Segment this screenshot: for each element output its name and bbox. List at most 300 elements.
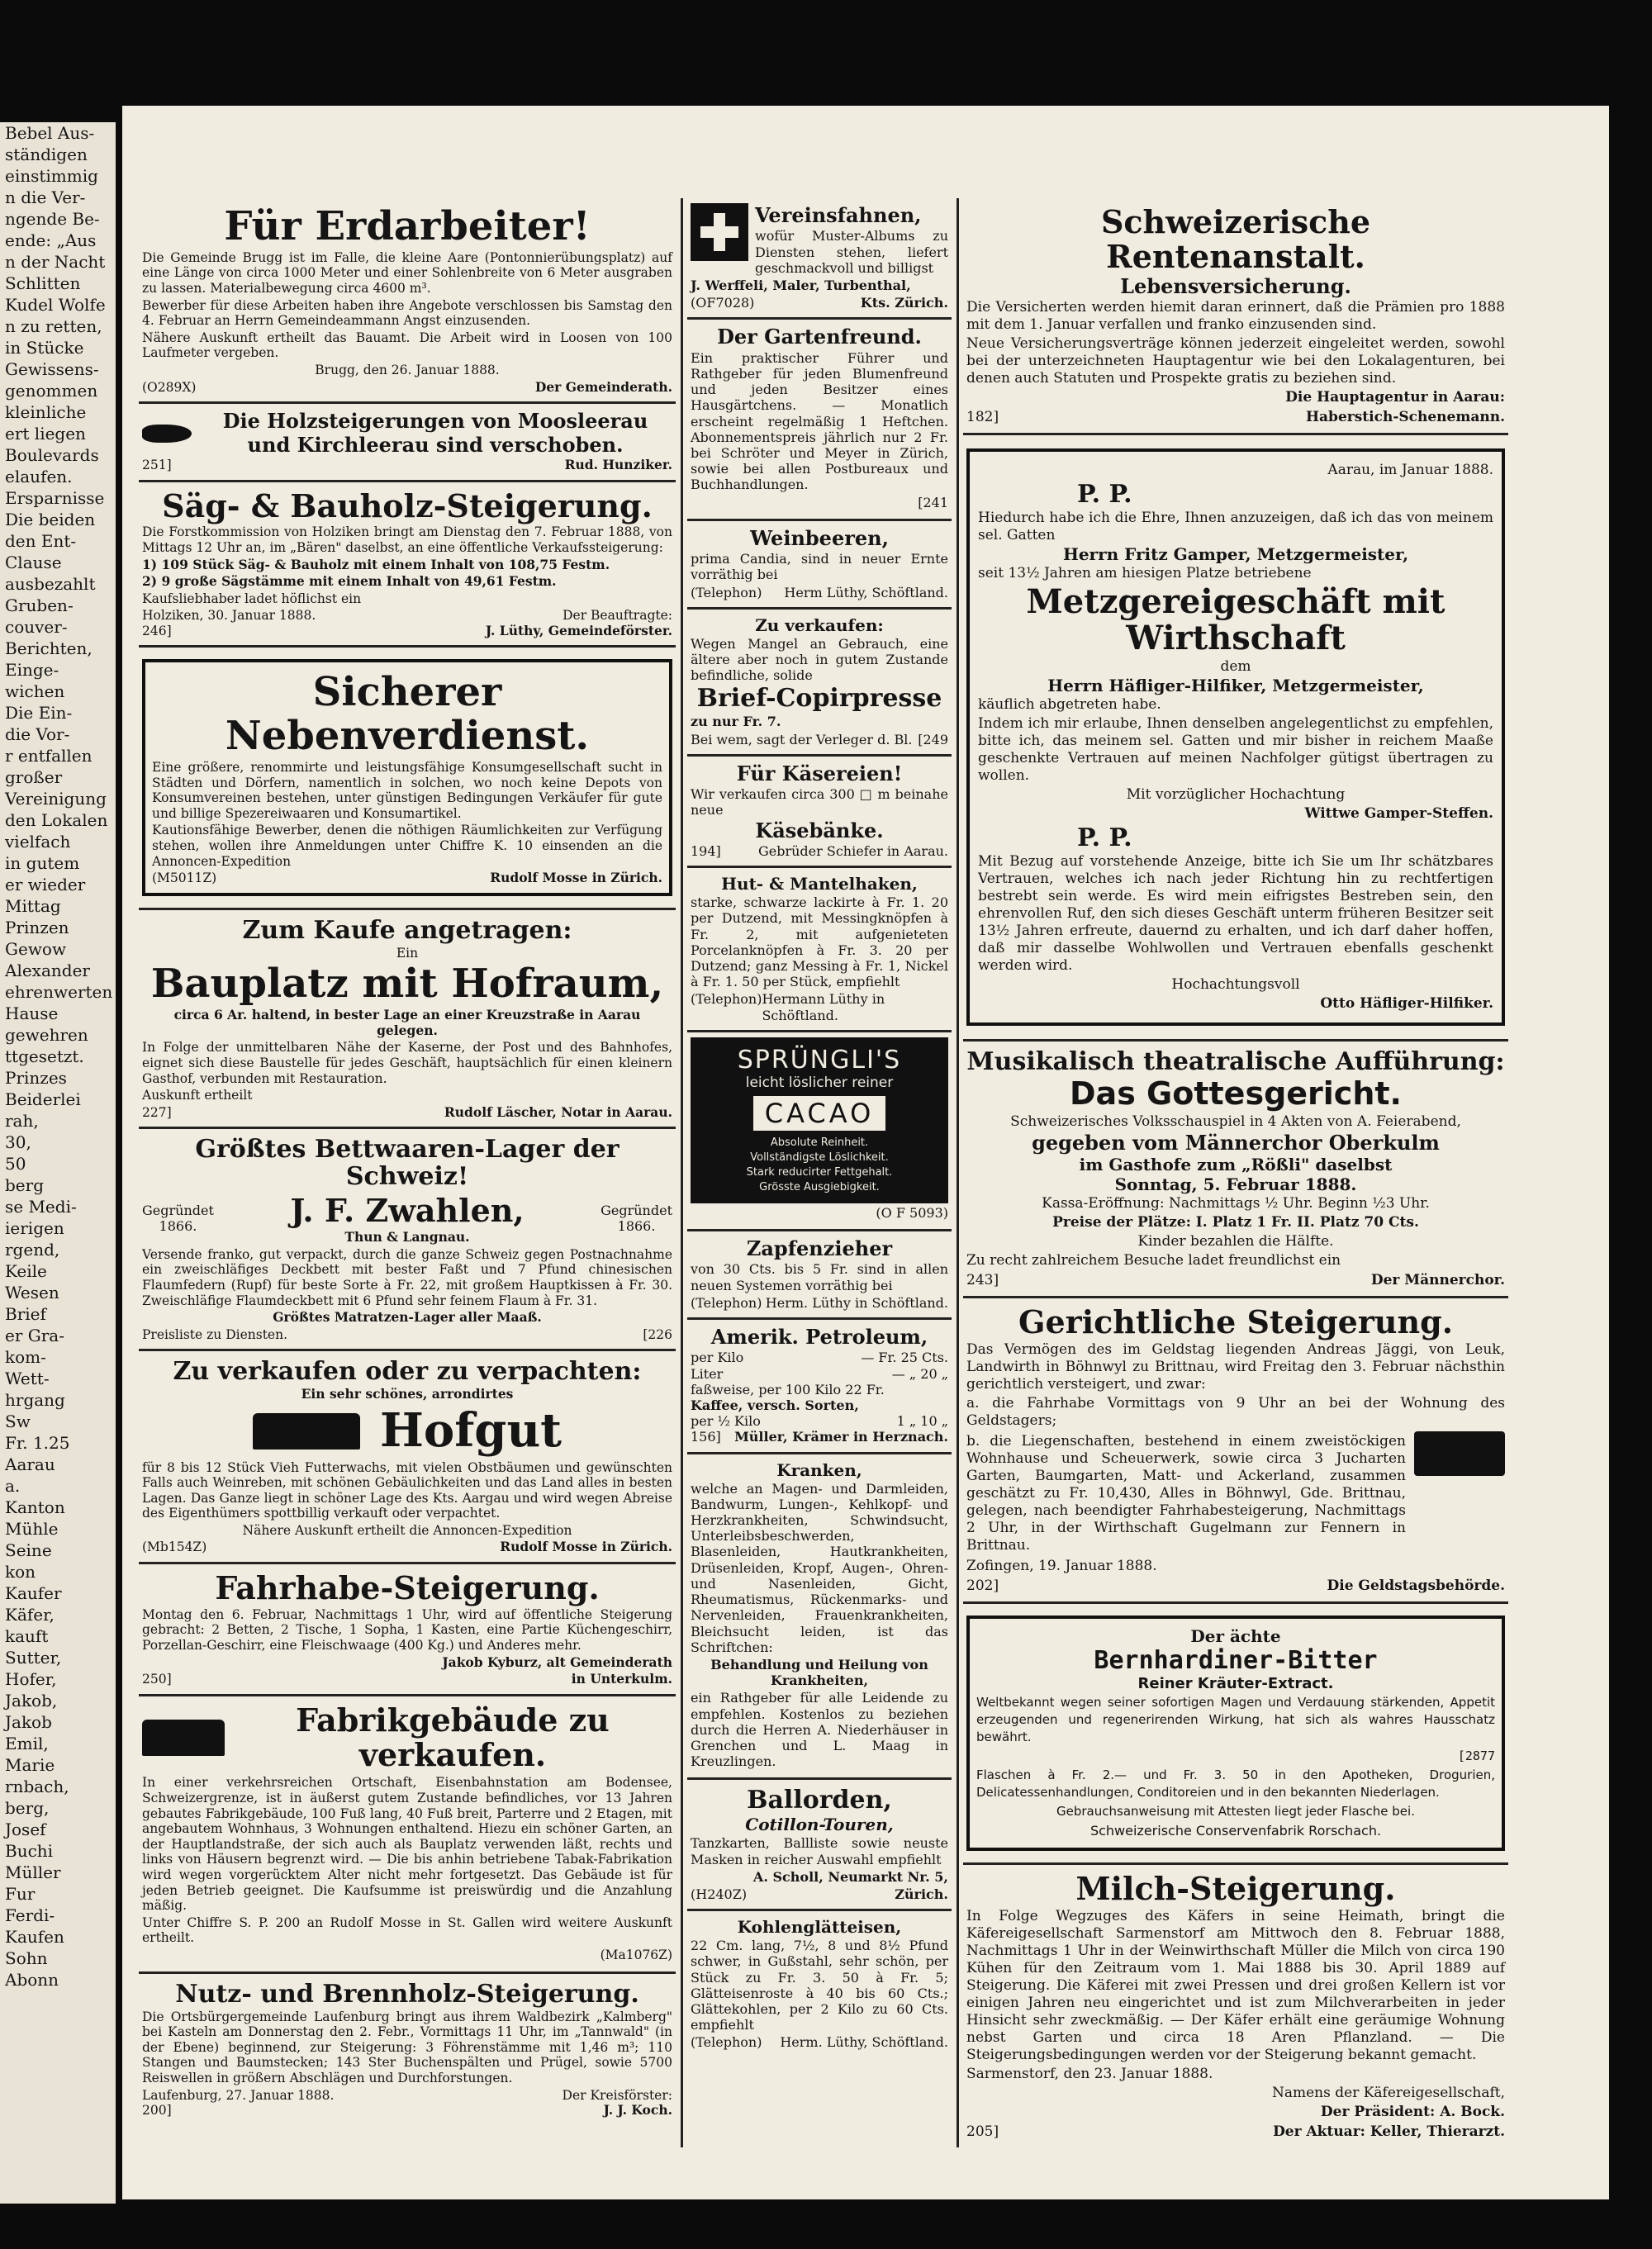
gutter-line: Sutter, [5,1648,62,1668]
gutter-line: Gewow [5,939,67,959]
ad-sub: Ein sehr schönes, arrondirtes [301,1386,514,1402]
ad-body: Eine größere, renommirte und leistungsfähige Konsumgesellschaft sucht in Städten und Dörfern, namentlich in solchen, wo noch keine Depots von Konsumvereinen bestehen, unter günstigen Bedingungen Verkäufer für gute und billige Spezereiwaaren und Konsumartikel. [152,760,662,821]
ad-date: Sarmenstorf, den 23. Januar 1888. [966,2065,1213,2082]
ad-line: und Kirchleerau sind verschoben. [247,432,624,457]
gutter-line: Gewissens- [5,359,99,379]
column-rule [681,198,683,2147]
ad-signature: Rudolf Läscher, Notar in Aarau. [444,1103,672,1120]
gutter-line: Jakob, [5,1691,58,1710]
ad-saeg-bauholz [139,482,676,648]
ad-role: Namens der Käfereigesellschaft, [1271,2084,1505,2101]
pointing-hand-icon [142,425,192,443]
gutter-line: n die Ver- [5,187,86,207]
ad-title: Kohlenglätteisen, [737,1917,902,1938]
price-label: faßweise, per 100 Kilo 22 Fr. [691,1381,885,1397]
ad-title: Amerik. Petroleum, [710,1325,928,1350]
ad-info: Kassa-Eröffnung: Nachmittags ½ Uhr. Beginn ½3 Uhr. [1042,1195,1430,1212]
gutter-line: Käfer, [5,1605,55,1625]
ad-role: Der Kreisförster: [562,2087,672,2103]
gutter-line: er wieder [5,875,86,894]
ad-signature: Hermann Lüthy in Schöftland. [762,991,885,1023]
ad-kohlenglaetteisen [687,1911,952,2057]
gutter-line: kauft [5,1626,49,1646]
gutter-line: Seine [5,1540,52,1560]
ad-petroleum [687,1320,952,1454]
ad-ein: Ein [396,945,419,961]
ad-code: (O289X) [142,379,197,395]
ad-title: Ballorden, [747,1786,892,1815]
ad-body: Die Forstkommission von Holziken bringt am Dienstag den 7. Februar 1888, von Mittags 12 Uhr an, im „Bären" daselbst, an eine öffentliche Verkaufssteigerung: [142,524,672,555]
ad-code: (Mb154Z) [142,1540,207,1555]
left-page-edge [0,122,116,2204]
ad-sub: Lebensversicherung. [1120,273,1351,298]
gutter-line: Kaufer [5,1583,62,1603]
ad-body: von 30 Cts. bis 5 Fr. sind in allen neuen Systemen vorräthig bei [691,1261,948,1293]
ad-signature: Schweizerische Conservenfabrik Rorschach. [1089,1822,1382,1839]
ad-body: für 8 bis 12 Stück Vieh Futterwachs, mit vielen Obstbäumen und gewünschten Falls auch Weinreben, mit schönen Gebäulichkeiten und das Land alles in besten Lagen. Das Ganze liegt in schöner Lage des Kts. Aargau und wird wegen Abreise des Eigenthümers spottbillig verkauft oder verpachtet. [142,1459,672,1521]
gutter-line: Die beiden [5,510,96,529]
ad-zapfenzieher [687,1231,952,1320]
ad-signature: Jakob Kyburz, alt Gemeinderath [442,1654,672,1670]
ad-date: Laufenburg, 27. Januar 1888. [142,2087,335,2103]
gutter-line: in gutem [5,853,80,873]
gutter-line: Clause [5,553,62,572]
ad-founded-year: 1866. [159,1217,197,1234]
ad-title: Für Käsereien! [736,761,903,785]
gutter-line: kon [5,1562,36,1582]
ad-fahrhabe [139,1564,676,1696]
ad-date: Sonntag, 5. Februar 1888. [1114,1174,1357,1195]
gutter-line: Buchi [5,1841,54,1861]
ad-title: Sicherer Nebenverdienst. [225,669,590,760]
ad-number: [226 [643,1326,672,1342]
ad-body: welche an Magen- und Darmleiden, Bandwurm, Lungen-, Kehlkopf- und Herzkrankheiten, Schwindsucht, Unterleibsbeschwerden, Blasenleiden, Hautkrankheiten, Drüsenleiden, Kropf, Augen-, Ohren- und Nasenleiden, Gicht, Rheumatismus, Rückenmarks- und Nervenleiden, Frauenkrankheiten, Bleichsucht leiden, ist das Schriftchen: [691,1480,948,1655]
ad-number: 182] [966,408,999,425]
ad-pre: Zum Kaufe angetragen: [242,915,572,945]
gutter-line: Emil, [5,1734,49,1753]
ad-number: 202] [966,1577,999,1594]
gutter-line: Wett- [5,1369,50,1388]
ad-signature: Rudolf Mosse in Zürich. [500,1539,672,1555]
ad-code: (O F 5093) [876,1204,948,1221]
ad-bettwaaren [139,1129,676,1351]
ad-title: Brief-Copirpresse [696,684,942,714]
gutter-line: Berichten, [5,638,93,658]
ad-sub: Cotillon-Touren, [745,1815,894,1835]
gutter-line: Mittag [5,896,61,916]
ad-body: Hiedurch habe ich die Ehre, Ihnen anzuzeigen, daß ich das von meinem sel. Gatten [978,509,1493,543]
ad-signature: Herm Lüthy, Schöftland. [784,584,948,600]
gutter-line: Prinzes [5,1068,67,1088]
ad-body: prima Candia, sind in neuer Ernte vorräthig bei [691,551,948,583]
ad-company: J. F. Zwahlen, [290,1192,525,1230]
gutter-line: ausbezahlt [5,574,96,594]
gutter-line: Keile [5,1261,47,1281]
ad-erdarbeiter [139,198,676,404]
ad-body: Gebrauchsanweisung mit Attesten liegt jeder Flasche bei. [1056,1803,1415,1819]
gutter-line: den Lokalen [5,810,108,830]
gutter-line: die Vor- [5,724,70,744]
gutter-line: Jakob [5,1712,52,1732]
gutter-line: se Medi- [5,1197,77,1217]
gutter-line: Gruben- [5,595,74,615]
ad-signature: Rud. Hunziker. [564,456,672,472]
ad-body: In Folge der unmittelbaren Nähe der Kaserne, der Post und des Bahnhofes, eignet sich diese Baustelle für jedes Geschäft, hauptsächlich für einen kleinern Gasthof, verbunden mit Restauration. [142,1040,672,1086]
ad-body: Versende franko, gut verpackt, durch die ganze Schweiz gegen Postnachnahme ein zweischläfiges Deckbett mit bester Faßt und 7 Pfund chinesischen Flaumfedern (Rupf) für beste Sorte à Fr. 22, mit großem Hauptkissen à Fr. 30. Zweischläfige Flaumdeckbett mit 6 Pfund sehr feinem Flaum à Fr. 31. [142,1246,672,1308]
gutter-line: couver- [5,617,68,637]
gutter-line: Ferdi- [5,1905,55,1925]
ad-body: ein Rathgeber für alle Leidende zu empfehlen. Kostenlos zu beziehen durch die Herren A. Niederhäuser in Grenchen und L. Maag in Kreuzlingen. [691,1690,948,1770]
ad-signature: Herm. Lüthy in Schöftland. [765,1294,948,1311]
ad-nebenverdienst [139,648,676,909]
gutter-line: Hause [5,1004,59,1023]
ad-name: Herrn Häfliger-Hilfiker, Metzgermeister, [1047,675,1424,695]
ad-sub: circa 6 Ar. haltend, in bester Lage an einer Kreuzstraße in Aarau gelegen. [173,1007,641,1038]
gutter-line: Mühle [5,1519,59,1539]
gutter-line: rgend, [5,1240,60,1260]
ad-role: Die Hauptagentur in Aarau: [1285,388,1505,406]
ad-code: (H240Z) [691,1886,748,1902]
gutter-line: Hofer, [5,1669,57,1689]
ad-vereinsfahnen [687,198,952,320]
ad-bernhardiner [963,1604,1508,1865]
gutter-line: rnbach, [5,1777,69,1796]
ad-body: In Folge Wegzuges des Käfers in seine Heimath, bringt die Käfereigesellschaft Sarmenstorf am Mittwoch den 8. Februar 1888, Nachmittags 1 Uhr in der Weinwirthschaft Müller die Milch von circa 190 Kühen für den Zeitraum vom 1. Mai 1888 bis 30. April 1889 auf Steigerung. Die Käferei mit zwei Pressen und drei großen Kellern ist vor einigen Jahren neu eingerichtet und ist zum Milchverarbeiten in jeder Hinsicht sehr zweckmäßig. — Der Käfer erhält eine geräumige Wohnung nebst Garten und circa 18 Aren Pflanzland. — Die Steigerungsbedingungen werden vor der Steigerung bekannt gemacht. [966,1907,1505,2063]
ad-title: Kranken, [776,1459,862,1480]
gutter-line: rah, [5,1111,39,1131]
ad-signature: Wittwe Gamper-Steffen. [1304,804,1493,822]
ad-cacao [687,1032,952,1231]
ad-title: Weinbeeren, [750,525,889,550]
gutter-line: kom- [5,1347,46,1367]
ad-body: starke, schwarze lackirte à Fr. 1. 20 per Dutzend, mit Messingknöpfen à Fr. 2, mit aufgenieteten Porcelanknöpfen à Fr. 3. 20 per Dutzend; ganz Messing à Fr. 1, Nickel à Fr. 1. 50 per Stück, empfiehlt [691,894,948,990]
ad-item: 2) 9 große Sägstämme mit einem Inhalt von 49,61 Festm. [142,573,557,590]
ad-signature: Der Präsident: A. Bock. [1320,2103,1505,2120]
gutter-line: r entfallen [5,746,93,766]
ad-body: Tanzkarten, Ballliste sowie neuste Masken in reicher Auswahl empfiehlt [691,1835,948,1867]
ad-gerichtliche-steigerung [963,1298,1508,1604]
column-1 [139,198,676,2125]
ad-kranken [687,1454,952,1781]
gutter-line: Vereinigung [5,789,107,809]
ad-pre: Zu verkaufen oder zu verpachten: [173,1357,642,1387]
ad-title: Fahrhabe-Steigerung. [215,1569,600,1607]
ad-pp: P. P. [1077,479,1132,509]
ad-title: Gerichtliche Steigerung. [1018,1303,1453,1341]
gutter-line: berg [5,1175,45,1195]
ad-body: Wegen Mangel an Gebrauch, eine ältere aber noch in gutem Zustande befindliche, solide [691,635,948,684]
price-value: — Fr. 25 Cts. [861,1350,948,1366]
ad-body: Nähere Auskunft ertheilt die Annoncen-Expedition [242,1522,572,1538]
ad-auffuehrung [963,1041,1508,1298]
gutter-line: Aarau [5,1454,55,1474]
gutter-line: Fur [5,1884,36,1904]
ad-title: Hofgut [379,1402,563,1458]
ad-number: 246] [142,623,172,638]
cacao-sub: leicht löslicher reiner [745,1074,894,1091]
ad-price: zu nur Fr. 7. [691,714,781,730]
gutter-line: ierigen [5,1218,64,1238]
ad-holzsteigerung [139,404,676,482]
ad-body: Auskunft ertheilt [142,1088,253,1103]
ad-signature: Müller, Krämer in Herznach. [734,1429,948,1445]
ad-title: Das Gottesgericht. [1070,1075,1402,1112]
gutter-line: ständigen [5,145,88,164]
gutter-line: Alexander [5,961,90,980]
ad-signature: Der Gemeinderath. [534,378,672,395]
ad-kaesereien [687,757,952,868]
ad-mantelhaken [687,868,952,1032]
ad-place: Thun & Langnau. [344,1229,470,1245]
ad-founded-year: 1866. [617,1217,656,1234]
ad-title: Käsebänke. [755,818,884,842]
gutter-line: 30, [5,1132,31,1152]
ad-role: Der Beauftragte: [563,608,672,624]
ad-number: [2877 [1457,1748,1495,1763]
ad-title: Bauplatz mit Hofraum, [150,961,664,1008]
ad-number: 243] [966,1272,999,1289]
ad-number: 194] [691,843,721,860]
gutter-line: Kanton [5,1497,65,1517]
ad-tel: (Telephon) [691,2034,762,2051]
gutter-line: großer [5,767,63,787]
ad-metzgerei [963,435,1508,1041]
ad-tel: (Telephon) [691,991,762,1008]
ad-rentenanstalt [963,198,1508,435]
price-value: — „ 20 „ [891,1365,948,1382]
gutter-line: Fr. 1.25 [5,1433,70,1453]
cacao-word: CACAO [753,1096,886,1131]
ad-gartenfreund [687,320,952,520]
ad-body: In einer verkehrsreichen Ortschaft, Eisenbahnstation am Bodensee, Schweizergrenze, ist in äußerst gutem Zustande befindliches, vor 13 Jahren gebautes Fabrikgebäude, 100 Fuß lang, 40 Fuß breit, Parterre und 2 Etagen, mit angebautem Wohnhaus, 3 Wohnungen enthaltend. Hiezu ein schöner Garten, an der Hauptlandstraße, der sich auch als Bauplatz verwenden läßt, rechts und links von Häusern begrenzt wird. — Die bis anhin betriebene Tabak-Fabrikation wird wegen vorgerücktem Alter nicht mehr fortgesetzt. Das Gebäude ist für jeden Betrieb geeignet. Die Kaufsumme ist preiswürdig und die Anzahlung mäßig. [142,1775,672,1914]
gutter-line: Kaufen [5,1927,64,1947]
swiss-flag-icon [691,203,748,261]
ad-code: (Ma1076Z) [600,1947,672,1962]
ad-signature: Die Geldstagsbehörde. [1327,1577,1505,1594]
ad-info: Zu recht zahlreichem Besuche ladet freundlichst ein [966,1252,1341,1269]
ad-tel: (Telephon) [691,584,762,600]
ad-title: Schweizerische Rentenanstalt. [1100,203,1371,275]
ad-number: [241 [918,494,948,510]
price-label: per ½ Kilo [691,1413,761,1430]
ad-foot: Größtes Matratzen-Lager aller Maaß. [273,1309,542,1326]
ad-title: Metzgereigeschäft mit Wirthschaft [1026,581,1446,657]
gutter-line: Wesen [5,1283,59,1302]
ad-info: Preise der Plätze: I. Platz 1 Fr. II. Platz 70 Cts. [1052,1214,1419,1231]
ad-body: Montag den 6. Februar, Nachmittags 1 Uhr, wird auf öffentliche Steigerung gebracht: 2 Betten, 2 Tische, 1 Sopha, 1 Kasten, eine Partie Küchengeschirr, Porzellan-Geschirr, eine Fleischwaage (400 Kg.) und Anderes mehr. [142,1606,672,1654]
ad-sub: gegeben vom Männerchor Oberkulm [1032,1130,1440,1155]
ad-sub: Behandlung und Heilung von Krankheiten, [710,1656,928,1689]
cacao-feature: Stark reducirter Fettgehalt. [746,1165,893,1179]
ad-body: Weltbekannt wegen seiner sofortigen Magen und Verdauung stärkenden, Appetit erzeugenden und regenerirenden Wirkung, hat sich als wahres Hausschatz bewährt. [976,1694,1495,1744]
ad-title: Säg- & Bauholz-Steigerung. [162,486,653,524]
gutter-line: Einge- [5,660,59,680]
gutter-line: Prinzen [5,918,69,937]
ad-nutzholz [139,1974,676,2125]
ad-title: Nutz- und Brennholz-Steigerung. [175,1979,639,2009]
ad-item: 1) 109 Stück Säg- & Bauholz mit einem Inhalt von 108,75 Festm. [142,556,610,572]
ad-number: 227] [142,1104,172,1120]
ad-code: (M5011Z) [152,871,217,886]
column-rule [957,198,959,2147]
ad-body: 22 Cm. lang, 7½, 8 und 8½ Pfund schwer, in Gußstahl, sehr schön, per Stück zu Fr. 3. 50 à Fr. 5; Glätteisenroste à 40 bis 60 Cts.; Glättekohlen, per 2 Kilo zu 60 Cts. empfiehlt [691,1938,948,2033]
ad-body: Nähere Auskunft ertheilt das Bauamt. Die Arbeit wird in Loosen von 100 Laufmeter vergeben. [142,330,672,361]
ad-body: Bewerber für diese Arbeiten haben ihre Angebote verschlossen bis Samstag den 4. Februar an Herrn Gemeindeammann Angst einzusenden. [142,297,672,329]
ad-date: Aarau, im Januar 1888. [1327,461,1493,478]
cacao-feature: Vollständigste Löslichkeit. [750,1151,889,1164]
ad-signature: Otto Häfliger-Hilfiker. [1320,994,1493,1012]
ad-fabrikgebaeude [139,1696,676,1974]
ad-title: Der Gartenfreund. [717,325,922,349]
ad-ballorden [687,1780,952,1911]
cacao-feature: Grösste Ausgiebigkeit. [759,1180,880,1193]
ad-signature: Der Männerchor. [1370,1272,1505,1289]
ad-milchsteigerung [963,1865,1508,2147]
ad-number: 205] [966,2123,999,2140]
ad-title: Vereinsfahnen, [755,203,922,227]
gutter-line: berg, [5,1798,50,1818]
gutter-line: n der Nacht [5,252,106,272]
cacao-label [691,1037,948,1203]
ad-sub: im Gasthofe zum „Rößli" daselbst [1079,1155,1393,1175]
column-3 [963,198,1508,2147]
gutter-line: 50 [5,1154,26,1174]
ad-signature: Haberstich-Schenemann. [1305,408,1505,425]
ad-body: Kautionsfähige Bewerber, denen die nöthigen Räumlichkeiten zur Verfügung stehen, wollen ihre Anmeldungen unter Chiffre K. 10 einsenden an die Annoncen-Expedition [152,823,662,869]
ad-bauplatz [139,910,676,1130]
gutter-line: Bebel Aus- [5,123,95,143]
gutter-line: Die Ein- [5,703,73,723]
ad-name: Herrn Fritz Gamper, Metzgermeister, [1062,543,1409,564]
gutter-line: ende: „Aus [5,230,97,250]
column-2 [687,198,952,2057]
ad-body: Kaufsliebhaber ladet höflichst ein [142,591,362,606]
gutter-line: einstimmig [5,166,98,186]
ad-pp: P. P. [1077,823,1132,852]
gutter-line: n zu retten, [5,316,102,336]
gutter-line: ert liegen [5,424,86,444]
gutter-line: Josef [5,1820,46,1839]
gutter-line: er Gra- [5,1326,64,1345]
ad-body: Die Versicherten werden hiemit daran erinnert, daß die Prämien pro 1888 mit dem 1. Januar verfallen und franko einzusenden sind. [966,298,1505,333]
ad-title: Milch-Steigerung. [1075,1869,1396,1907]
ad-tel: (Telephon) [691,1294,762,1311]
ad-signature: Rudolf Mosse in Zürich. [490,870,662,886]
gutter-line: Müller [5,1862,61,1882]
gutter-line: genommen [5,381,98,401]
ad-line: Die Holzsteigerungen von Moosleerau [222,409,648,434]
ad-number: 200] [142,2103,172,2119]
ad-founded-label: Gegründet [601,1202,672,1218]
ad-body: Die Ortsbürgergemeinde Laufenburg bringt aus ihrem Waldbezirk „Kalmberg" bei Kasteln am Donnerstag den 2. Febr., Vormittags 11 Uhr, im „Tannwald" (in der Ebene) beginnend, zur Steigerung: 3 Föhrenstämme mit 1,46 m³; 110 Stangen und Baumstecken; 143 Ster Buchenspälten und Prügel, sowie 5700 Reiswellen in größern Abschlägen und Durchforstungen. [142,2009,672,2085]
ad-body: Indem ich mir erlaube, Ihnen denselben angelegentlichst zu empfehlen, bitte ich, das meinem sel. Gatten und mir bisher in reichem Maaße geschenkte Vertrauen auf meinen Nachfolger gütigst übertragen zu wollen. [978,714,1493,784]
ad-date: Brugg, den 26. Januar 1888. [315,362,500,377]
ad-body: Unter Chiffre S. P. 200 an Rudolf Mosse in St. Gallen wird weitere Auskunft ertheilt. [142,1914,672,1946]
ad-signature: Herm. Lüthy, Schöftland. [780,2034,948,2051]
gutter-line: hrgang [5,1390,65,1410]
gutter-line: kleinliche [5,402,87,422]
gutter-line: Ersparnisse [5,488,105,508]
ad-place: Zürich. [895,1886,948,1902]
ad-body: seit 13½ Jahren am hiesigen Platze betriebene [978,564,1312,581]
gutter-line: in Stücke [5,338,84,358]
gutter-line: wichen [5,681,65,701]
ad-title: Für Erdarbeiter! [224,203,591,249]
ad-pre: Zu verkaufen: [755,614,884,635]
ad-body: Neue Versicherungsverträge können jederzeit eingeleitet werden, sowohl bei der unterzeichneten Hauptagentur wie bei den Lokalagenturen, bei denen auch Statuten und Prospekte gratis zu beziehen sind. [966,335,1505,387]
ad-signature: J. J. Koch. [603,2102,672,2119]
ad-sub: Reiner Kräuter-Extract. [1137,1674,1334,1692]
gutter-line: Schlitten [5,273,81,293]
gutter-line: Brief [5,1304,46,1324]
ad-foot: Preisliste zu Diensten. [142,1326,288,1342]
ad-body: Flaschen à Fr. 2.— und Fr. 3. 50 in den Apotheken, Drogurien, Delicatessenhandlungen, Conditoreien und in den bekannten Niederlagen. [976,1767,1495,1800]
gutter-line: Kudel Wolfe [5,295,106,315]
ad-copirpresse [687,610,952,757]
ad-body: Das Vermögen des im Geldstag liegenden Andreas Jäggi, von Leuk, Landwirth in Böhnwyl zu Brittnau, wird Freitag den 3. Februar nächsthin gerichtlich versteigert, und zwar: [966,1340,1505,1393]
farmhouse-illustration-icon [253,1413,360,1450]
ad-number: 250] [142,1672,172,1687]
ad-number: 251] [142,457,172,472]
ad-greeting: Hochachtungsvoll [1171,975,1300,993]
ad-body: Ein praktischer Führer und Rathgeber für jeden Blumenfreund und jeden Besitzer eines Hausgärtchens. — Monatlich erscheint regelmäßig 1 Heftchen. Abonnementspreis jährlich nur 2 Fr. bei Schröter und Meyer in Zürich, sowie bei allen Postbureaux und Buchhandlungen. [691,349,948,493]
gutter-line: Beiderlei [5,1089,81,1109]
cacao-feature: Absolute Reinheit. [770,1136,869,1149]
ad-dem: dem [1220,657,1251,675]
ad-weinbeeren [687,521,952,610]
ad-signature: Gebrüder Schiefer in Aarau. [757,843,948,860]
ad-item: b. die Liegenschaften, bestehend in einem zweistöckigen Wohnhause und Scheuerwerk, sowie circa 3 Jucharten Garten, Baumgarten, Matt- und Ackerland, zusammen geschätzt zu Fr. 10,430, Alles in Böhnwyl, Gde. Brittnau, gelegen, nach beendigter Fahrhabesteigerung, Nachmittags 2 Uhr, in der Wirthschaft Gugelmann zur Fennern in Brittnau. [966,1432,1406,1554]
ad-signature: J. Lüthy, Gemeindeförster. [485,622,672,638]
ad-body: Mit Bezug auf vorstehende Anzeige, bitte ich Sie um Ihr schätzbares Vertrauen, welches ich nach jeder Richtung hin zu rechtfertigen bestrebt sein werde. Es wird mein eifrigstes Bestreben sein, den ehrenvollen Ruf, den sich dieses Geschäft unterm früheren Besitzer seit 13½ Jahren erfreute, dauernd zu erhalten, und ich darf daher hoffen, daß mir dasselbe Wohlwollen und Vertrauen ebenfalls geschenkt werden wird. [978,852,1493,974]
gutter-line: Marie [5,1755,55,1775]
ad-date: Holziken, 30. Januar 1888. [142,608,316,624]
ad-title: Musikalisch theatralische Aufführung: [966,1046,1505,1076]
gutter-line: ehrenwerten [5,982,113,1002]
gutter-line: a. [5,1476,21,1496]
locomotive-illustration-icon [1414,1431,1505,1476]
ad-date: Zofingen, 19. Januar 1888. [966,1557,1157,1574]
ad-greeting: Mit vorzüglicher Hochachtung [1126,785,1346,803]
ad-signature: A. Scholl, Neumarkt Nr. 5, [752,1868,948,1885]
ad-place: Kts. Zürich. [860,295,948,311]
ad-number: 156] [691,1429,721,1445]
gutter-line: elaufen. [5,467,73,486]
ad-item: a. die Fahrhabe Vormittags von 9 Uhr an bei der Wohnung des Geldstagers; [966,1394,1505,1429]
ad-title: Größtes Bettwaaren-Lager der Schweiz! [195,1135,620,1192]
ad-title: Zapfenzieher [746,1236,893,1261]
ad-signature: Der Aktuar: Keller, Thierarzt. [1273,2123,1505,2140]
ad-info: Bei wem, sagt der Verleger d. Bl. [691,731,913,747]
gutter-line: Boulevards [5,445,99,465]
ad-signature: in Unterkulm. [571,1671,672,1687]
ad-body: wofür Muster-Albums zu Diensten stehen, liefert geschmackvoll und billigst [755,228,948,276]
price-value: 1 „ 10 „ [896,1413,948,1430]
ad-hofgut [139,1351,676,1564]
price-label: per Kilo [691,1350,744,1366]
gutter-line: Abonn [5,1970,59,1990]
ad-body: Die Gemeinde Brugg ist im Falle, die kleine Aare (Pontonnierübungsplatz) auf eine Länge von circa 1000 Meter und einer Sohlenbreite von 6 Meter ausgraben zu lassen. Materialbewegung circa 4600 m³. [142,249,672,296]
price-label: Kaffee, versch. Sorten, [691,1397,859,1414]
factory-illustration-icon [142,1720,225,1756]
ad-founded-label: Gegründet [142,1202,214,1218]
ad-info: Kinder bezahlen die Hälfte. [1137,1233,1334,1250]
gutter-line: den Ent- [5,531,77,551]
ad-pre: Der ächte [1190,1625,1281,1646]
gutter-line: vielfach [5,832,71,852]
gutter-line: Sw [5,1412,31,1431]
gutter-line: Sohn [5,1948,48,1968]
